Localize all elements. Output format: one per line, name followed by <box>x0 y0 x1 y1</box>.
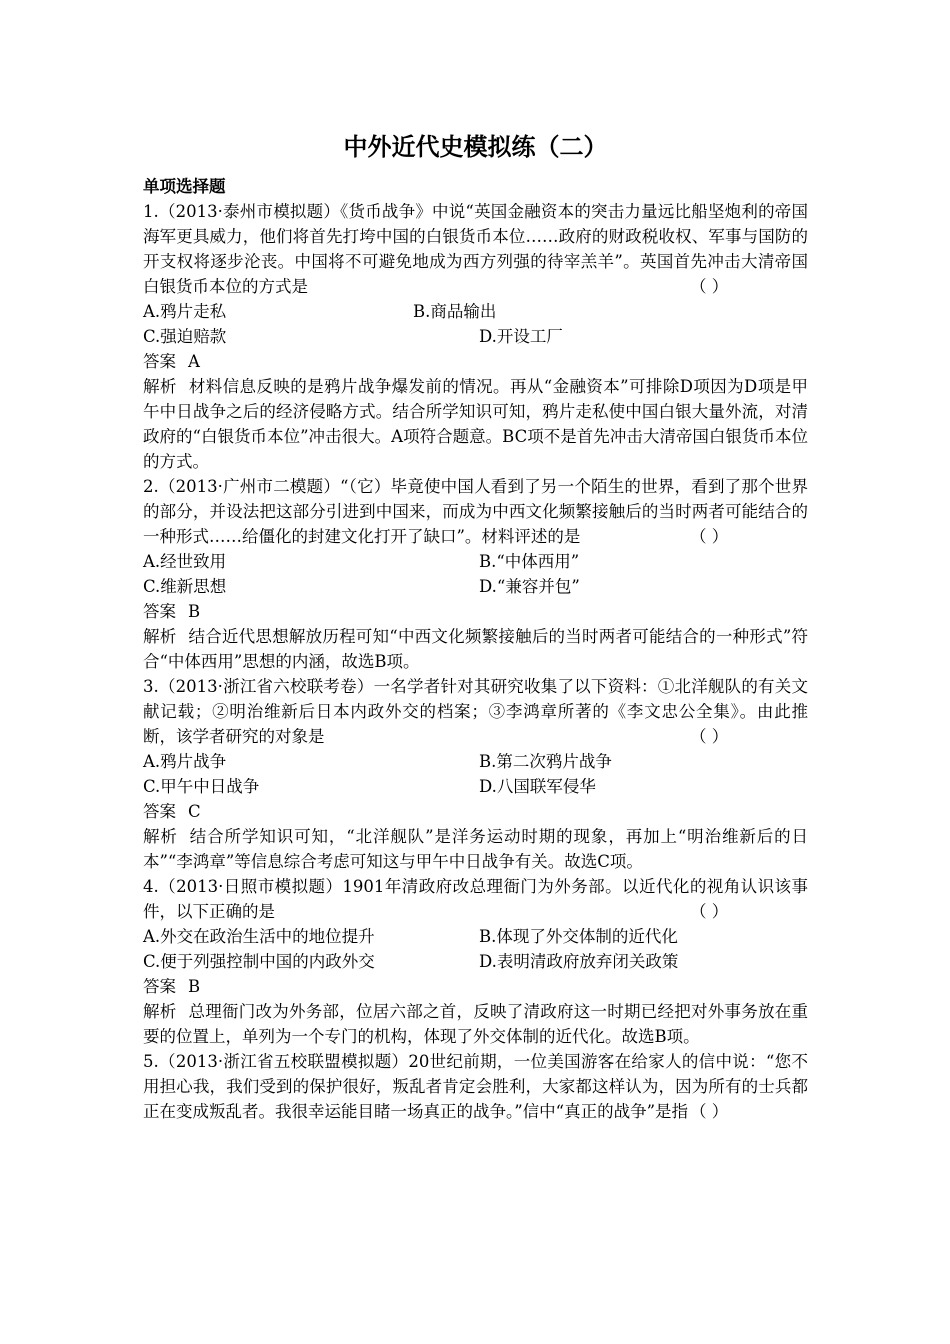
option-d: D.八国联军侵华 <box>479 777 596 796</box>
option-grid <box>143 324 808 349</box>
analysis-text: 结合近代思想解放历程可知“中西文化频繁接触后的当时两者可能结合的一种形式”符合“中体西用”思想的内涵，故选B项。 <box>143 627 808 671</box>
option-grid <box>143 299 808 324</box>
option-b: B.第二次鸦片战争 <box>479 752 612 771</box>
answer-label: 答案 <box>143 602 176 621</box>
question-stem <box>143 474 808 549</box>
option-d: D.开设工厂 <box>479 327 563 346</box>
question-text: 1.（2013·泰州市模拟题）《货币战争》中说“英国金融资本的突击力量远比船坚炮利的帝国海军更具威力，他们将首先打垮中国的白银货币本位……政府的财政税收权、军事与国防的开支权将逐步沦丧。中国将不可避免地成为西方列强的待宰羔羊”。英国首先冲击大清帝国白银货币本位的方式是 <box>143 202 808 296</box>
option-a: A.经世致用 <box>143 552 227 571</box>
answer-line <box>143 974 808 999</box>
question-text: 3.（2013·浙江省六校联考卷）一名学者针对其研究收集了以下资料：①北洋舰队的有关文献记载；②明治维新后日本内政外交的档案；③李鸿章所著的《李文忠公全集》。由此推断，该学者研究的对象是 <box>143 677 808 746</box>
option-grid <box>143 749 808 799</box>
analysis-text: 材料信息反映的是鸦片战争爆发前的情况。再从“金融资本”可排除D项因为D项是甲午中日战争之后的经济侵略方式。结合所学知识可知，鸦片走私使中国白银大量外流，对清政府的“白银货币本位”冲击很大。A项符合题意。BC项不是首先冲击大清帝国白银货币本位的方式。 <box>143 377 808 471</box>
option-a: A.外交在政治生活中的地位提升 <box>143 927 375 946</box>
answer-value: B <box>188 602 201 621</box>
answer-line <box>143 599 808 624</box>
analysis-label: 解析 <box>143 827 178 846</box>
option-d: D.表明清政府放弃闭关政策 <box>479 952 679 971</box>
answer-bracket: （ ） <box>690 902 729 921</box>
question-4 <box>143 874 808 1049</box>
option-c: C.甲午中日战争 <box>143 777 260 796</box>
question-1 <box>143 199 808 474</box>
option-grid <box>143 549 808 599</box>
analysis-text: 结合所学知识可知，“北洋舰队”是洋务运动时期的现象，再加上“明治维新后的日本”“李鸿章”等信息综合考虑可知这与甲午中日战争有关。故选C项。 <box>143 827 809 871</box>
option-c: C.强迫赔款 <box>143 327 227 346</box>
question-stem <box>143 874 808 924</box>
analysis-label: 解析 <box>143 377 177 396</box>
analysis-line <box>143 624 808 674</box>
option-c: C.便于列强控制中国的内政外交 <box>143 952 375 971</box>
answer-label: 答案 <box>143 977 176 996</box>
question-2 <box>143 474 808 674</box>
option-grid <box>143 924 808 974</box>
analysis-label: 解析 <box>143 627 177 646</box>
answer-bracket: （ ） <box>690 1102 729 1121</box>
answer-value: C <box>188 802 201 821</box>
analysis-text: 总理衙门改为外务部，位居六部之首，反映了清政府这一时期已经把对外事务放在重要的位置上，单列为一个专门的机构，体现了外交体制的近代化。故选B项。 <box>143 1002 808 1046</box>
analysis-line <box>143 999 808 1049</box>
question-stem <box>143 1049 808 1124</box>
answer-bracket: （ ） <box>690 527 729 546</box>
option-b: B.“中体西用” <box>479 552 580 571</box>
question-stem <box>143 674 808 749</box>
question-3 <box>143 674 808 874</box>
question-text: 5.（2013·浙江省五校联盟模拟题）20世纪前期，一位美国游客在给家人的信中说：“您不用担心我，我们受到的保护很好，叛乱者肯定会胜利，大家都这样认为，因为所有的士兵都正在变成叛乱者。我很幸运能目睹一场真正的战争。”信中“真正的战争”是指 <box>143 1052 808 1121</box>
analysis-label: 解析 <box>143 1002 177 1021</box>
document-page <box>143 130 808 1124</box>
answer-value: A <box>188 352 200 371</box>
answer-value: B <box>188 977 201 996</box>
analysis-line <box>143 824 808 874</box>
question-5 <box>143 1049 808 1124</box>
page-title: 中外近代史模拟练（二） <box>343 133 608 161</box>
question-text: 2.（2013·广州市二模题）“（它）毕竟使中国人看到了另一个陌生的世界，看到了那个世界的部分，并设法把这部分引进到中国来，而成为中西文化频繁接触后的当时两者可能结合的一种形式……给僵化的封建文化打开了缺口”。材料评述的是 <box>143 477 808 546</box>
option-b: B.体现了外交体制的近代化 <box>479 927 678 946</box>
option-d: D.“兼容并包” <box>479 577 580 596</box>
answer-label: 答案 <box>143 352 176 371</box>
option-a: A.鸦片战争 <box>143 752 227 771</box>
option-b: B.商品输出 <box>413 302 497 321</box>
answer-bracket: （ ） <box>690 277 729 296</box>
answer-line <box>143 349 808 374</box>
section-heading: 单项选择题 <box>143 177 226 196</box>
option-a: A.鸦片走私 <box>143 302 227 321</box>
answer-label: 答案 <box>143 802 176 821</box>
question-text: 4.（2013·日照市模拟题）1901年清政府改总理衙门为外务部。以近代化的视角认识该事件，以下正确的是 <box>143 877 808 921</box>
answer-bracket: （ ） <box>690 727 729 746</box>
analysis-line <box>143 374 808 474</box>
option-c: C.维新思想 <box>143 577 227 596</box>
question-stem <box>143 199 808 299</box>
answer-line <box>143 799 808 824</box>
